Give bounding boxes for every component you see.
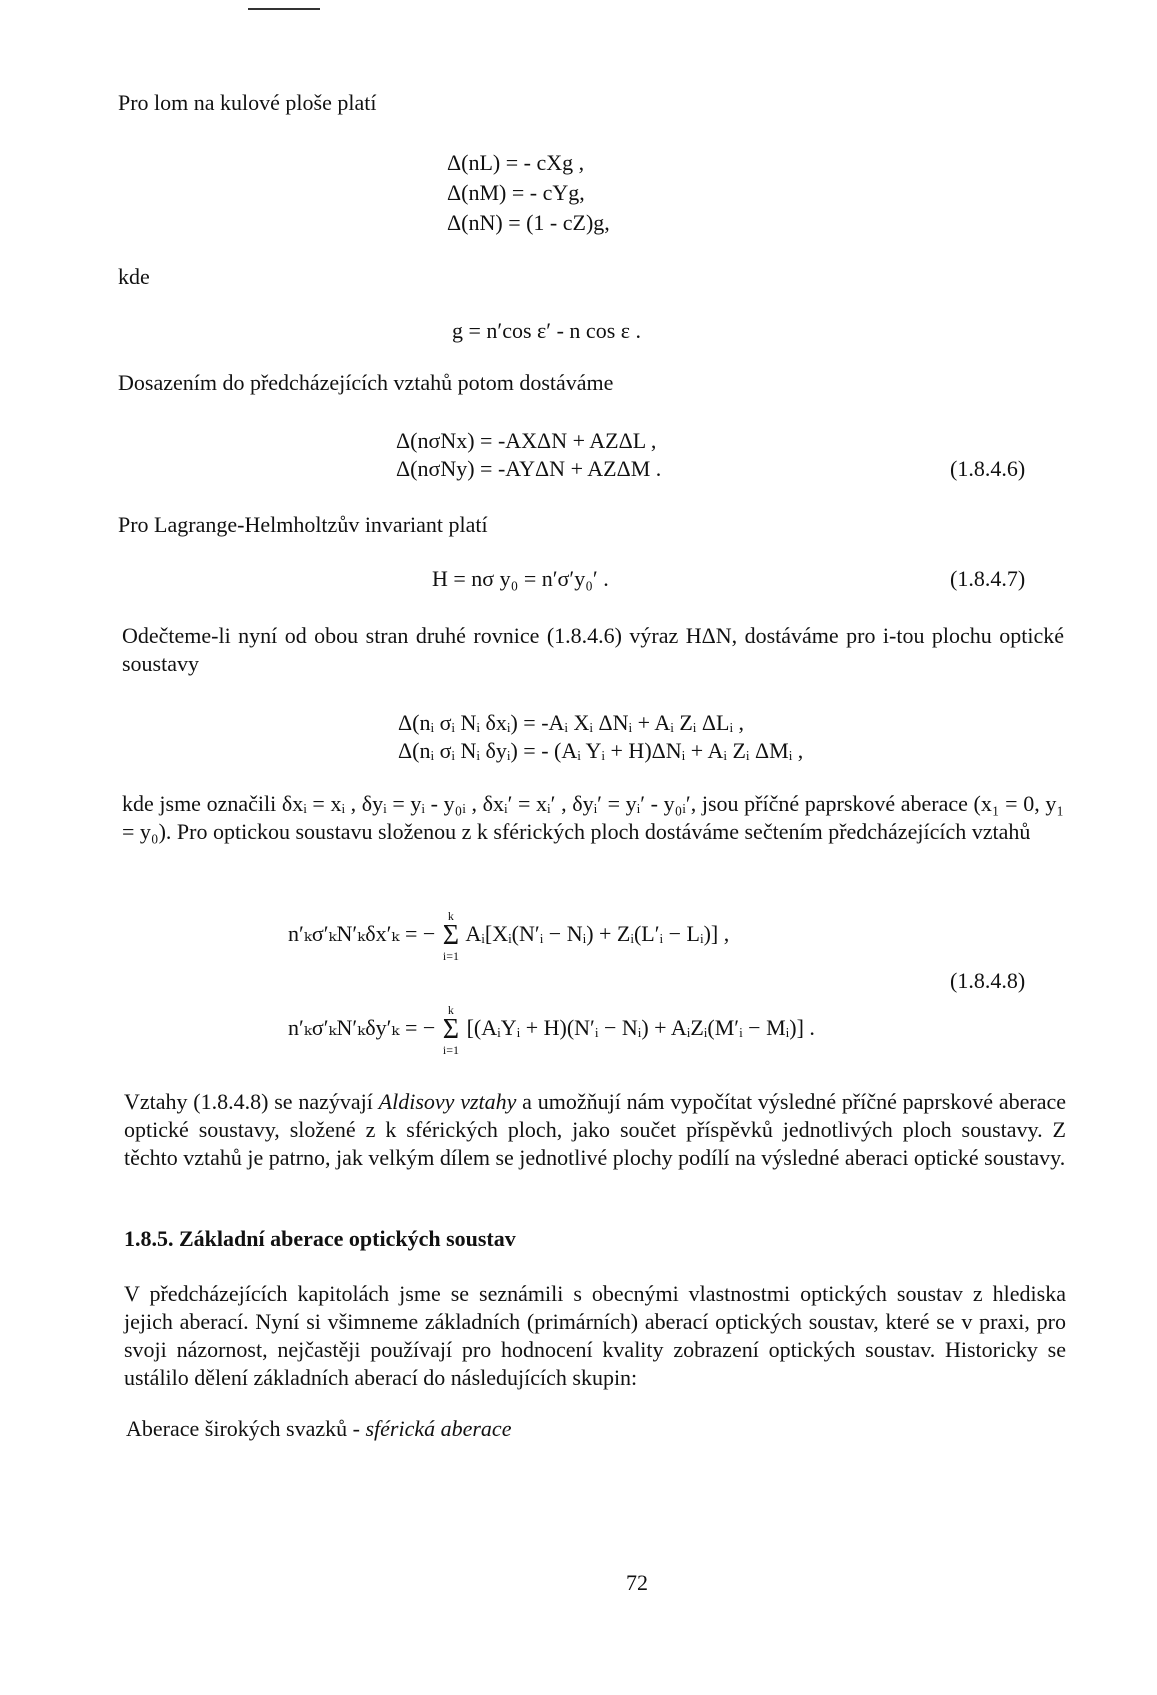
paragraph-predchazejicich: V předcházejících kapitolách jsme se seznámili s obecnými vlastnostmi optických soustav z hlediska jejich aberací. Nyní si všimneme základních (primárních) aberací optických soustav, které se v praxi, pro svoji názornost, nejčastěji používají pro hodnocení kvality zobrazení optických soustav. Historicky se ustálilo dělení základních aberací do následujících skupin:: [124, 1281, 1066, 1390]
equation-delta-nM: Δ(nM) = - cYg,: [447, 180, 585, 205]
vztahy-pre: Vztahy (1.8.4.8) se nazývají: [124, 1089, 379, 1114]
equation-delta-nsigmaNx: Δ(nσNx) = -AXΔN + AZΔL ,: [396, 428, 657, 453]
spherical-aberration-term: sférická aberace: [365, 1416, 512, 1441]
paragraph-lagrange: Pro Lagrange-Helmholtzův invariant platí: [118, 512, 488, 537]
aldis-x-lhs: n′ₖσ′ₖN′ₖδx′ₖ = −: [288, 921, 436, 947]
equation-delta-nN: Δ(nN) = (1 - cZ)g,: [447, 210, 610, 235]
sum-upper-limit: k: [447, 909, 454, 923]
intro-text: Pro lom na kulové ploše platí: [118, 90, 377, 115]
sigma-icon: Σ: [442, 1014, 460, 1045]
sum-lower-limit: i=1: [442, 1043, 459, 1057]
vztahy-post: a umožňují nám vypočítat výsledné příčné paprskové aberace optické soustavy, složené z k sférických ploch, jako součet příspěvků jednotlivých ploch soustavy. Z těchto vztahů je patrno, jak velkým dílem se jednotlivé plochy podílí na výsledné aberaci optické soustavy.: [124, 1089, 1066, 1170]
paragraph-aberace: [126, 1416, 511, 1442]
equation-number-1-8-4-8: (1.8.4.8): [950, 968, 1026, 993]
section-heading: 1.8.5. Základní aberace optických soustav: [124, 1226, 516, 1251]
sum-symbol-y: [443, 1004, 459, 1056]
equation-invariant: H = nσ y₀ = n′σ′y₀′ .: [432, 566, 609, 591]
sum-symbol-x: [443, 910, 459, 962]
paragraph-vztahy: [124, 1088, 1066, 1172]
equation-number-1-8-4-6: (1.8.4.6): [950, 456, 1026, 481]
page-number: 72: [626, 1570, 648, 1595]
sum-lower-limit: i=1: [442, 949, 459, 963]
equation-delta-i-y: Δ(nᵢ σᵢ Nᵢ δyᵢ) = - (Aᵢ Yᵢ + H)ΔNᵢ + Aᵢ Zᵢ ΔMᵢ ,: [398, 738, 804, 763]
paragraph-dosazenim: Dosazením do předcházejících vztahů potom dostáváme: [118, 370, 614, 395]
kde-text: kde: [118, 264, 150, 289]
equation-g: g = n′cos ε′ - n cos ε .: [452, 318, 641, 343]
aldis-x-rhs: Aᵢ[Xᵢ(N′ᵢ − Nᵢ) + Zᵢ(L′ᵢ − Lᵢ)] ,: [465, 921, 730, 947]
scan-top-mark: [248, 8, 320, 10]
sum-upper-limit: k: [447, 1003, 454, 1017]
equation-number-1-8-4-7: (1.8.4.7): [950, 566, 1026, 591]
aldis-y-rhs: [(AᵢYᵢ + H)(N′ᵢ − Nᵢ) + AᵢZᵢ(M′ᵢ − Mᵢ)] .: [466, 1015, 815, 1041]
equation-aldis-y: [288, 1004, 815, 1056]
aldis-term: Aldisovy vztahy: [378, 1089, 517, 1114]
aldis-y-lhs: n′ₖσ′ₖN′ₖδy′ₖ = −: [288, 1015, 436, 1041]
paragraph-oznacili: kde jsme označili δxᵢ = xᵢ , δyᵢ = yᵢ - y₀ᵢ , δxᵢ′ = xᵢ′ , δyᵢ′ = yᵢ′ - y₀ᵢ′, jsou příčné paprskové aberace (x₁ = 0, y₁ = y₀). Pro optickou soustavu složenou z k sférických ploch dostáváme sečtením předcházejících vztahů: [122, 791, 1064, 844]
aberace-pre: Aberace širokých svazků -: [126, 1416, 366, 1441]
equation-delta-i-x: Δ(nᵢ σᵢ Nᵢ δxᵢ) = -Aᵢ Xᵢ ΔNᵢ + Aᵢ Zᵢ ΔLᵢ ,: [398, 710, 745, 735]
sigma-icon: Σ: [442, 920, 460, 951]
paragraph-odecteme: Odečteme-li nyní od obou stran druhé rovnice (1.8.4.6) výraz HΔN, dostáváme pro i-tou plochu optické soustavy: [122, 623, 1064, 676]
equation-delta-nL: Δ(nL) = - cXg ,: [447, 150, 585, 175]
equation-delta-nsigmaNy: Δ(nσNy) = -AYΔN + AZΔM .: [396, 456, 662, 481]
equation-aldis-x: [288, 910, 729, 962]
